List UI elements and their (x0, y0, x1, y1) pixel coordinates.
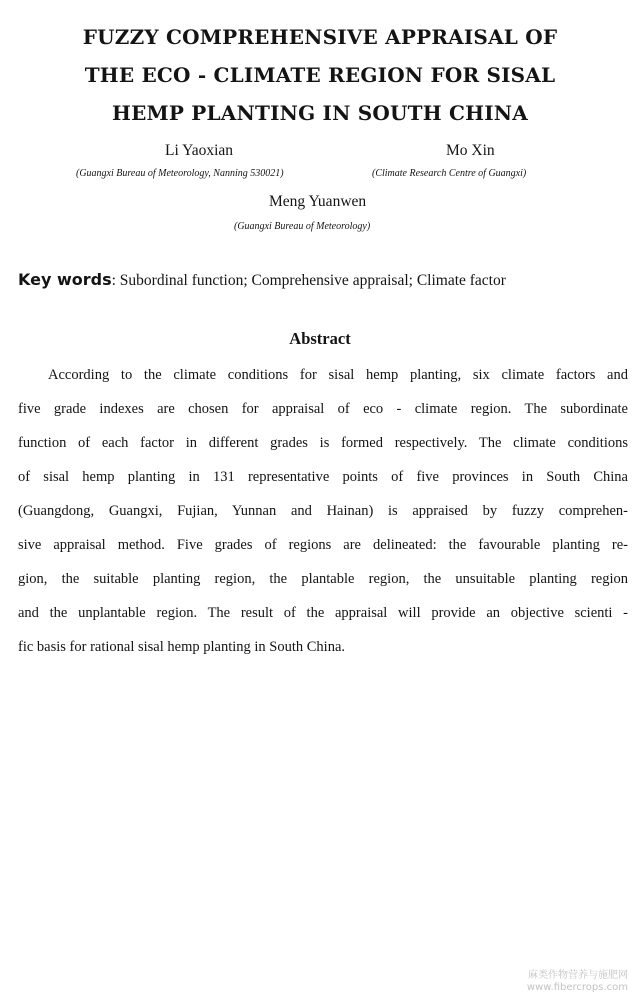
author-name-mo-xin: Mo Xin (446, 142, 495, 159)
title-line-2: THE ECO - CLIMATE REGION FOR SISAL (84, 63, 556, 87)
abstract-line-7: gion, the suitable planting region, the plantable region, the unsuitable planting region (18, 571, 628, 587)
abstract-line-5: (Guangdong, Guangxi, Fujian, Yunnan and Hainan) is appraised by fuzzy comprehen- (18, 503, 628, 519)
abstract-body (18, 358, 628, 664)
keywords-line (18, 270, 628, 291)
keywords-separator: : (111, 272, 116, 289)
abstract-line-1: According to the climate conditions for sisal hemp planting, six climate factors and (48, 367, 628, 383)
abstract-line-9: fic basis for rational sisal hemp planting in South China. (18, 639, 346, 655)
abstract-heading: Abstract (289, 329, 351, 348)
author-name-meng-yuanwen: Meng Yuanwen (269, 193, 367, 210)
abstract-line-6: sive appraisal method. Five grades of regions are delineated: the favourable planting re- (18, 537, 628, 553)
watermark-chinese: 麻类作物营养与施肥网 (528, 970, 628, 981)
author-affiliation-li-yaoxian: (Guangxi Bureau of Meteorology, Nanning 530021) (76, 168, 284, 179)
author-affiliation-mo-xin: (Climate Research Centre of Guangxi) (372, 168, 527, 179)
title-line-3: HEMP PLANTING IN SOUTH CHINA (112, 101, 528, 125)
abstract-line-8: and the unplantable region. The result of the appraisal will provide an objective scienti - (18, 605, 628, 621)
author-affiliation-meng-yuanwen: (Guangxi Bureau of Meteorology) (234, 221, 371, 232)
paper-title (40, 18, 600, 132)
keywords-text: Subordinal function; Comprehensive appraisal; Climate factor (115, 272, 506, 289)
keywords-label: Key words (18, 270, 112, 289)
abstract-line-3: function of each factor in different grades is formed respectively. The climate conditions (18, 435, 628, 451)
author-name-li-yaoxian: Li Yaoxian (165, 142, 234, 159)
title-line-1: FUZZY COMPREHENSIVE APPRAISAL OF (82, 25, 558, 49)
site-watermark (527, 970, 628, 994)
abstract-line-2: five grade indexes are chosen for appraisal of eco - climate region. The subordinate (18, 401, 628, 417)
abstract-line-4: of sisal hemp planting in 131 representative points of five provinces in South China (18, 469, 628, 485)
watermark-url: www.fibercrops.com (526, 982, 628, 993)
